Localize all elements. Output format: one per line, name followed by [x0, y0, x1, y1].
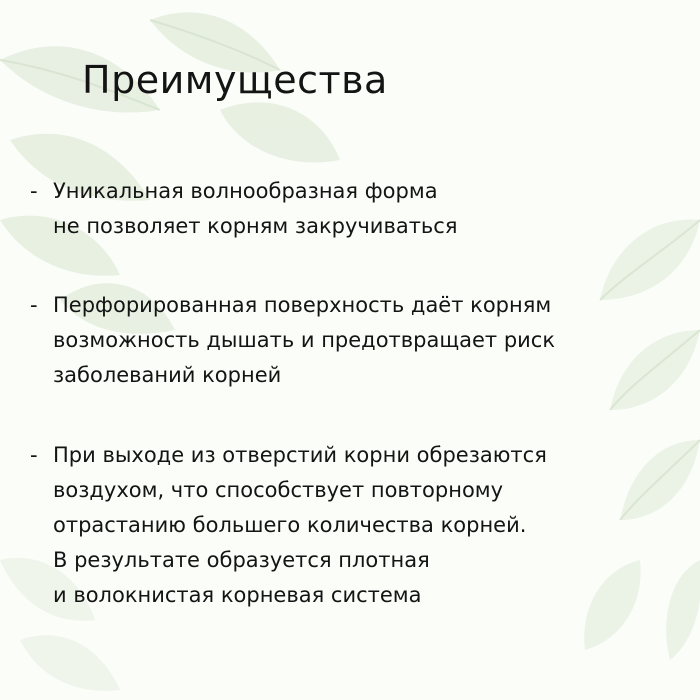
- page-title: Преимущества: [82, 58, 388, 102]
- benefit-line: не позволяет корням закручиваться: [53, 214, 458, 238]
- benefit-line: и волокнистая корневая система: [53, 583, 422, 607]
- benefit-line: воздухом, что способствует повторному: [53, 478, 504, 502]
- benefit-item-wave-form: [30, 174, 680, 244]
- benefit-line: заболеваний корней: [53, 363, 282, 387]
- benefit-line: отрастанию большего количества корней.: [53, 513, 527, 537]
- benefit-line: При выходе из отверстий корни обрезаются: [53, 443, 547, 467]
- benefit-line: возможность дышать и предотвращает риск: [53, 328, 556, 352]
- benefit-line: Перфорированная поверхность даёт корням: [53, 293, 552, 317]
- benefit-item-perforated-surface: [30, 288, 680, 393]
- benefit-line: В результате образуется плотная: [53, 548, 430, 572]
- benefit-item-air-pruning: [30, 438, 680, 613]
- bullet-dash: -: [30, 179, 38, 203]
- bullet-dash: -: [30, 293, 38, 317]
- bullet-dash: -: [30, 443, 38, 467]
- benefit-line: Уникальная волнообразная форма: [53, 179, 438, 203]
